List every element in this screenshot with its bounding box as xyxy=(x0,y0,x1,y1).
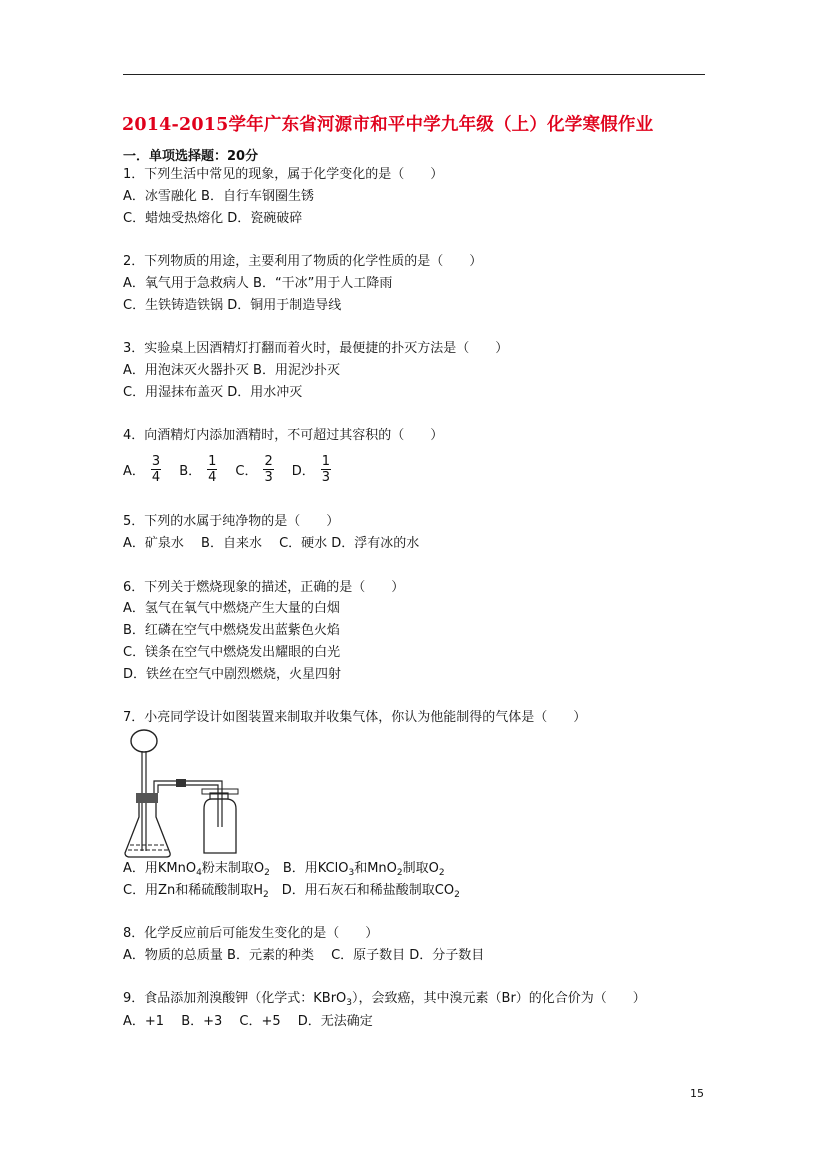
option-label: C． xyxy=(235,463,258,479)
numerator: 1 xyxy=(321,453,331,469)
denominator: 3 xyxy=(264,469,273,485)
q3-stem: 3．实验桌上因酒精灯打翻而着火时，最便捷的扑灭方法是（ ） xyxy=(123,341,509,356)
q2-options-cd: C．生铁铸造铁锅 D．铜用于制造导线 xyxy=(123,298,342,313)
q4-option-d xyxy=(292,454,331,485)
numerator: 1 xyxy=(208,453,217,469)
q7-stem: 7．小亮同学设计如图装置来制取并收集气体，你认为他能制得的气体是（ ） xyxy=(123,710,587,725)
option-label: D． xyxy=(291,463,315,479)
q8-options: A．物质的总质量 B．元素的种类 C．原子数目 D．分子数目 xyxy=(123,948,485,963)
gas-apparatus-diagram xyxy=(122,729,252,859)
q5-stem: 5．下列的水属于纯净物的是（ ） xyxy=(123,514,340,529)
q4-option-c xyxy=(235,454,273,485)
fraction xyxy=(151,454,161,485)
q3-options-cd: C．用湿抹布盖灭 D．用水冲灭 xyxy=(123,385,303,400)
q6-option-b: B．红磷在空气中燃烧发出蓝紫色火焰 xyxy=(123,623,340,638)
fraction xyxy=(207,454,217,485)
subscript: 3 xyxy=(346,998,353,1008)
section-heading: 一．单项选择题：20分 xyxy=(123,149,259,164)
q9-stem xyxy=(123,990,646,1012)
q9-stem-text: 9．食品添加剂溴酸钾（化学式：KBrO xyxy=(123,991,347,1006)
subscript: 4 xyxy=(196,868,202,878)
document-title: 2014-2015学年广东省河源市和平中学九年级（上）化学寒假作业 xyxy=(122,115,654,135)
subscript: 2 xyxy=(396,868,403,878)
numerator: 2 xyxy=(264,453,273,469)
q6-option-c: C．镁条在空气中燃烧发出耀眼的白光 xyxy=(123,645,341,660)
numerator: 3 xyxy=(151,453,161,469)
q4-option-a xyxy=(123,454,161,485)
q2-stem: 2．下列物质的用途，主要利用了物质的化学性质的是（ ） xyxy=(123,254,483,269)
subscript: 2 xyxy=(263,890,269,900)
funnel-bulb xyxy=(131,730,157,752)
subscript: 3 xyxy=(348,868,355,878)
option-label: A． xyxy=(123,463,145,479)
q9-stem-text: ），会致癌，其中溴元素（Br）的化合价为（ ） xyxy=(352,991,646,1006)
q1-options-ab: A．冰雪融化 B．自行车钢圈生锈 xyxy=(123,189,314,204)
denominator: 3 xyxy=(321,469,331,485)
conical-flask xyxy=(125,803,170,857)
delivery-tube xyxy=(206,781,222,827)
q7-options-cd xyxy=(123,882,460,904)
fraction xyxy=(263,454,273,485)
q8-stem: 8．化学反应前后可能发生变化的是（ ） xyxy=(123,926,379,941)
collection-bottle xyxy=(204,799,236,853)
option-label: B． xyxy=(179,463,202,479)
q4-option-b xyxy=(179,454,217,485)
rubber-stopper xyxy=(136,793,158,803)
q7-options-ab xyxy=(123,860,445,882)
q7-option-d-text: D．用石灰石和稀盐酸制取CO xyxy=(268,883,455,898)
q1-options-cd: C．蜡烛受热熔化 D．瓷碗破碎 xyxy=(123,211,303,226)
page-number: 15 xyxy=(690,1087,704,1100)
subscript: 2 xyxy=(438,868,445,878)
q6-option-d: D．铁丝在空气中剧烈燃烧，火星四射 xyxy=(123,667,342,682)
q4-stem: 4．向酒精灯内添加酒精时，不可超过其容积的（ ） xyxy=(123,428,444,443)
q4-options xyxy=(123,452,349,486)
q6-option-a: A．氢气在氧气中燃烧产生大量的白烟 xyxy=(123,601,340,616)
q6-stem: 6．下列关于燃烧现象的描述，正确的是（ ） xyxy=(123,580,405,595)
tube-connector xyxy=(176,779,186,787)
subscript: 2 xyxy=(454,890,460,900)
q7-option-c-text: C．用Zn和稀硫酸制取H xyxy=(123,883,263,898)
q5-options: A．矿泉水 B．自来水 C．硬水 D．浮有冰的水 xyxy=(123,536,420,551)
fraction xyxy=(321,454,331,485)
q9-options: A．+1 B．+3 C．+5 D．无法确定 xyxy=(123,1014,373,1029)
q3-options-ab: A．用泡沫灭火器扑灭 B．用泥沙扑灭 xyxy=(123,363,340,378)
denominator: 4 xyxy=(208,469,217,485)
q7-option-b-text: B．用KClO xyxy=(269,861,349,876)
q7-option-a-text: 粉末制取O xyxy=(201,861,265,876)
q7-option-b-text: 和MnO xyxy=(354,861,397,876)
denominator: 4 xyxy=(151,469,161,485)
q7-option-b-text: 制取O xyxy=(402,861,439,876)
q1-stem: 1．下列生活中常见的现象，属于化学变化的是（ ） xyxy=(123,167,444,182)
subscript: 2 xyxy=(264,868,270,878)
q2-options-ab: A．氧气用于急救病人 B．“干冰”用于人工降雨 xyxy=(123,276,393,291)
q7-option-a-text: A．用KMnO xyxy=(123,861,197,876)
header-rule xyxy=(123,74,705,75)
